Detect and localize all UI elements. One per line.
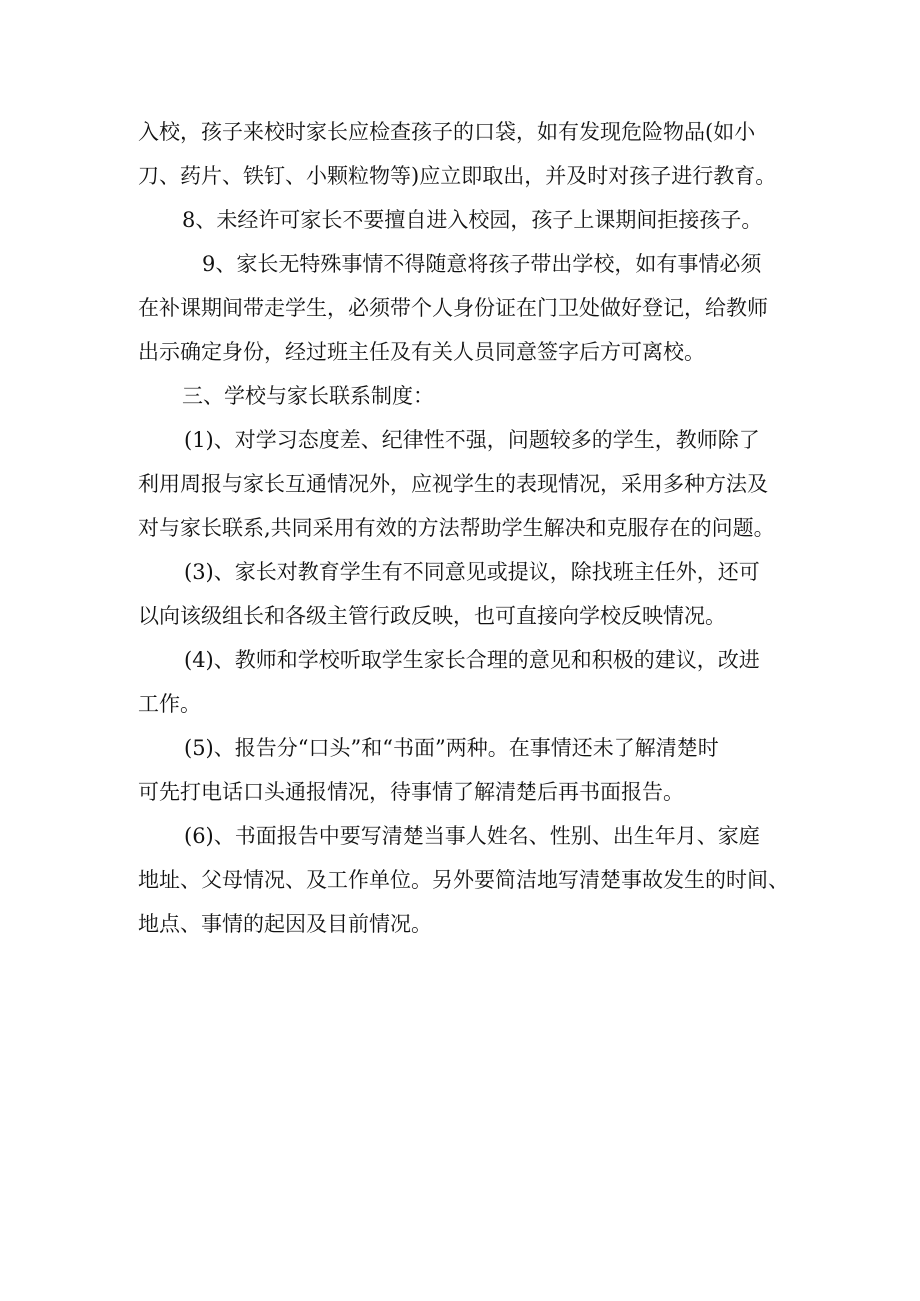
- text-line: 8、未经许可家长不要擅自进入校园，孩子上课期间拒接孩子。: [182, 208, 763, 232]
- text-line: (4)、教师和学校听取学生家长合理的意见和积极的建议，改进: [184, 648, 760, 672]
- text-line: (3)、家长对教育学生有不同意见或提议，除找班主任外，还可: [184, 560, 760, 584]
- text-line: 地址、父母情况、及工作单位。另外要简洁地写清楚事故发生的时间、: [138, 868, 789, 892]
- text-line: 对与家长联系,共同采用有效的方法帮助学生解决和克服存在的问题。: [138, 516, 775, 540]
- text-line: 工作。: [138, 692, 201, 716]
- text-line: 入校，孩子来校时家长应检查孩子的口袋，如有发现危险物品(如小: [138, 120, 756, 144]
- text-line: (5)、报告分“口头”和“书面”两种。在事情还未了解清楚时: [184, 736, 719, 760]
- text-line: 可先打电话口头通报情况，待事情了解清楚后再书面报告。: [138, 780, 684, 804]
- text-line: 以向该级组长和各级主管行政反映，也可直接向学校反映情况。: [138, 604, 726, 628]
- section-heading: 三、学校与家长联系制度：: [182, 384, 434, 408]
- text-line: (6)、书面报告中要写清楚当事人姓名、性别、出生年月、家庭: [184, 824, 760, 848]
- text-line: 地点、事情的起因及目前情况。: [138, 912, 432, 936]
- text-line: 利用周报与家长互通情况外，应视学生的表现情况，采用多种方法及: [138, 472, 768, 496]
- text-line: 出示确定身份，经过班主任及有关人员同意签字后方可离校。: [138, 340, 705, 364]
- text-line: (1)、对学习态度差、纪律性不强，问题较多的学生，教师除了: [184, 428, 760, 452]
- text-line: 刀、药片、铁钉、小颗粒物等)应立即取出，并及时对孩子进行教育。: [138, 164, 777, 188]
- document-body: [138, 110, 789, 946]
- text-line: 在补课期间带走学生，必须带个人身份证在门卫处做好登记，给教师: [138, 296, 768, 320]
- text-line: 9、家长无特殊事情不得随意将孩子带出学校，如有事情必须: [202, 252, 762, 276]
